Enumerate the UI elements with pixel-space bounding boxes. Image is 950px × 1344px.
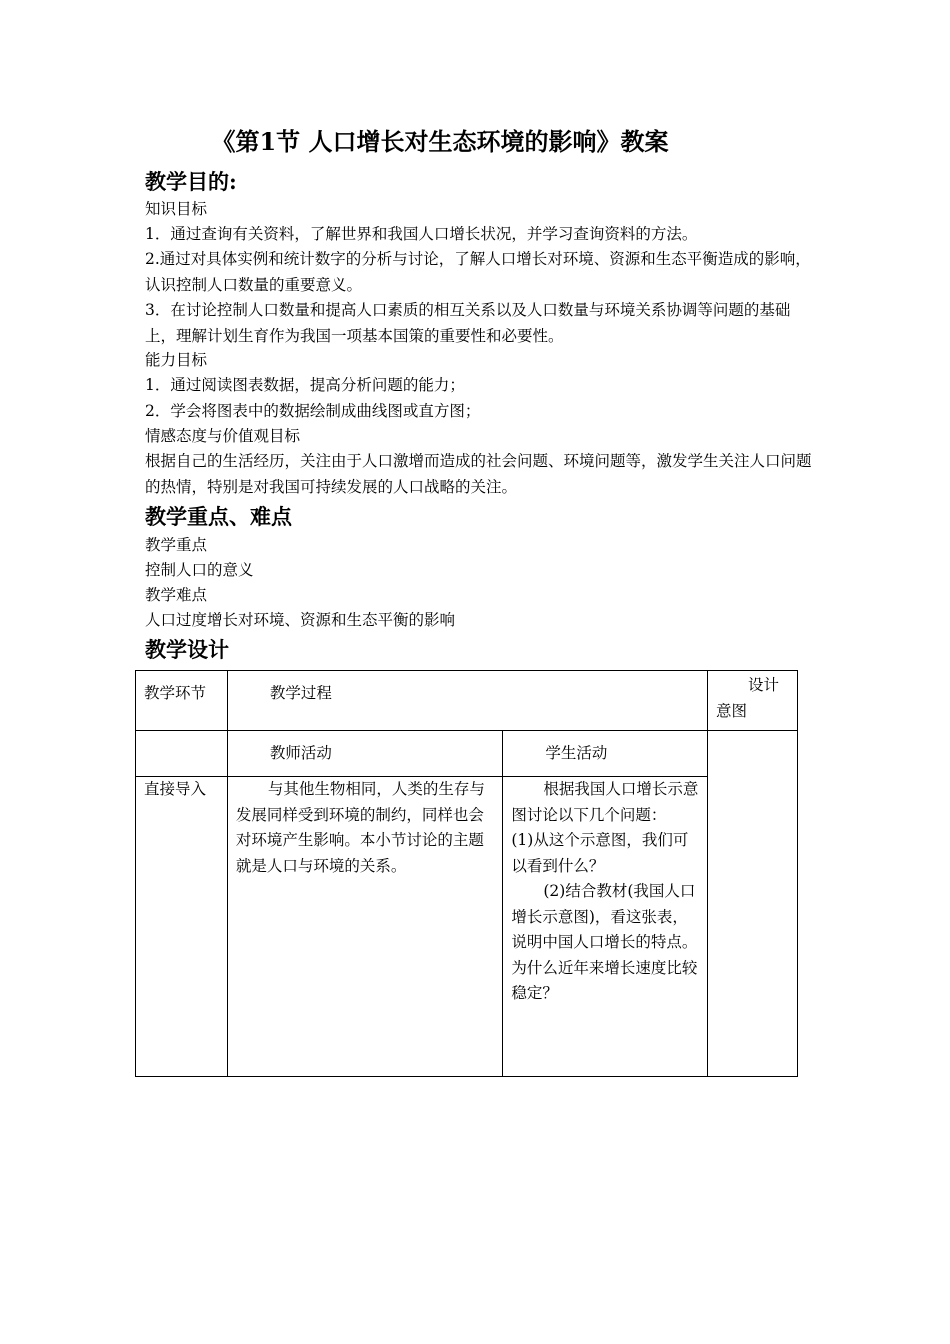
table-subheader-row: [136, 731, 798, 777]
teacher-activity-header: 教师活动: [269, 744, 332, 762]
student-question-2: (2)结合教材(我国人口增长示意图)，看这张表，说明中国人口增长的特点。为什么近年来增长速度比较稳定？: [511, 882, 698, 1002]
header-process-cell: [227, 671, 707, 731]
ability-heading: 能力目标: [145, 351, 208, 369]
knowledge-item-3: 3．在讨论控制人口数量和提高人口素质的相互关系以及人口数量与环境关系协调等问题的基础上，理解计划生育作为我国一项基本国策的重要性和必要性。: [145, 301, 791, 345]
header-process: 教学过程: [269, 684, 332, 702]
student-activity-cell: [503, 731, 708, 777]
difficult-point-label: 教学难点: [145, 586, 208, 604]
design-heading: 教学设计: [145, 637, 229, 662]
ability-item-1: 1．通过阅读图表数据，提高分析问题的能力；: [145, 376, 465, 394]
student-content-intro: 根据我国人口增长示意图讨论以下几个问题：: [511, 780, 699, 824]
key-point-label: 教学重点: [145, 536, 208, 554]
teacher-content: 与其他生物相同，人类的生存与发展同样受到环境的制约，同样也会对环境产生影响。本小节讨论的主题就是人口与环境的关系。: [235, 780, 485, 875]
knowledge-item-1: 1．通过查询有关资料，了解世界和我国人口增长状况，并学习查询资料的方法。: [145, 225, 698, 243]
key-point-text: 控制人口的意义: [145, 561, 254, 579]
knowledge-heading: 知识目标: [145, 200, 208, 218]
ability-item-2: 2．学会将图表中的数据绘制成曲线图或直方图；: [145, 402, 481, 420]
table-row: [136, 777, 798, 1077]
knowledge-item-2: 2.通过对具体实例和统计数字的分析与讨论，了解人口增长对环境、资源和生态平衡造成的影响，认识控制人口数量的重要意义。: [145, 250, 811, 294]
stage-cell: [136, 777, 228, 1077]
emotion-heading: 情感态度与价值观目标: [145, 427, 301, 445]
student-activity-header: 学生活动: [545, 744, 608, 762]
student-question-1: (1)从这个示意图，我们可以看到什么？: [511, 831, 689, 875]
emotion-text: 根据自己的生活经历，关注由于人口激增而造成的社会问题、环境问题等，激发学生关注人口问题的热情，特别是对我国可持续发展的人口战略的关注。: [145, 452, 812, 496]
table-header-row: [136, 671, 798, 731]
header-stage-cell: [136, 671, 228, 731]
header-intent: 设计意图: [716, 676, 780, 720]
stage-label: 直接导入: [144, 780, 207, 798]
teacher-activity-cell: [227, 731, 503, 777]
header-intent-cell: [708, 671, 798, 731]
subheader-empty-cell: [136, 731, 228, 777]
header-stage: 教学环节: [144, 684, 207, 702]
intent-body-cell: [708, 731, 798, 1077]
objectives-heading: 教学目的:: [145, 169, 237, 194]
teaching-design-table: [135, 670, 798, 1077]
student-content-cell: [503, 777, 708, 1077]
key-points-heading: 教学重点、难点: [145, 504, 292, 529]
teacher-content-cell: [227, 777, 503, 1077]
difficult-point-text: 人口过度增长对环境、资源和生态平衡的影响: [145, 611, 456, 629]
document-title: 《第1节 人口增长对生态环境的影响》教案: [211, 127, 669, 156]
